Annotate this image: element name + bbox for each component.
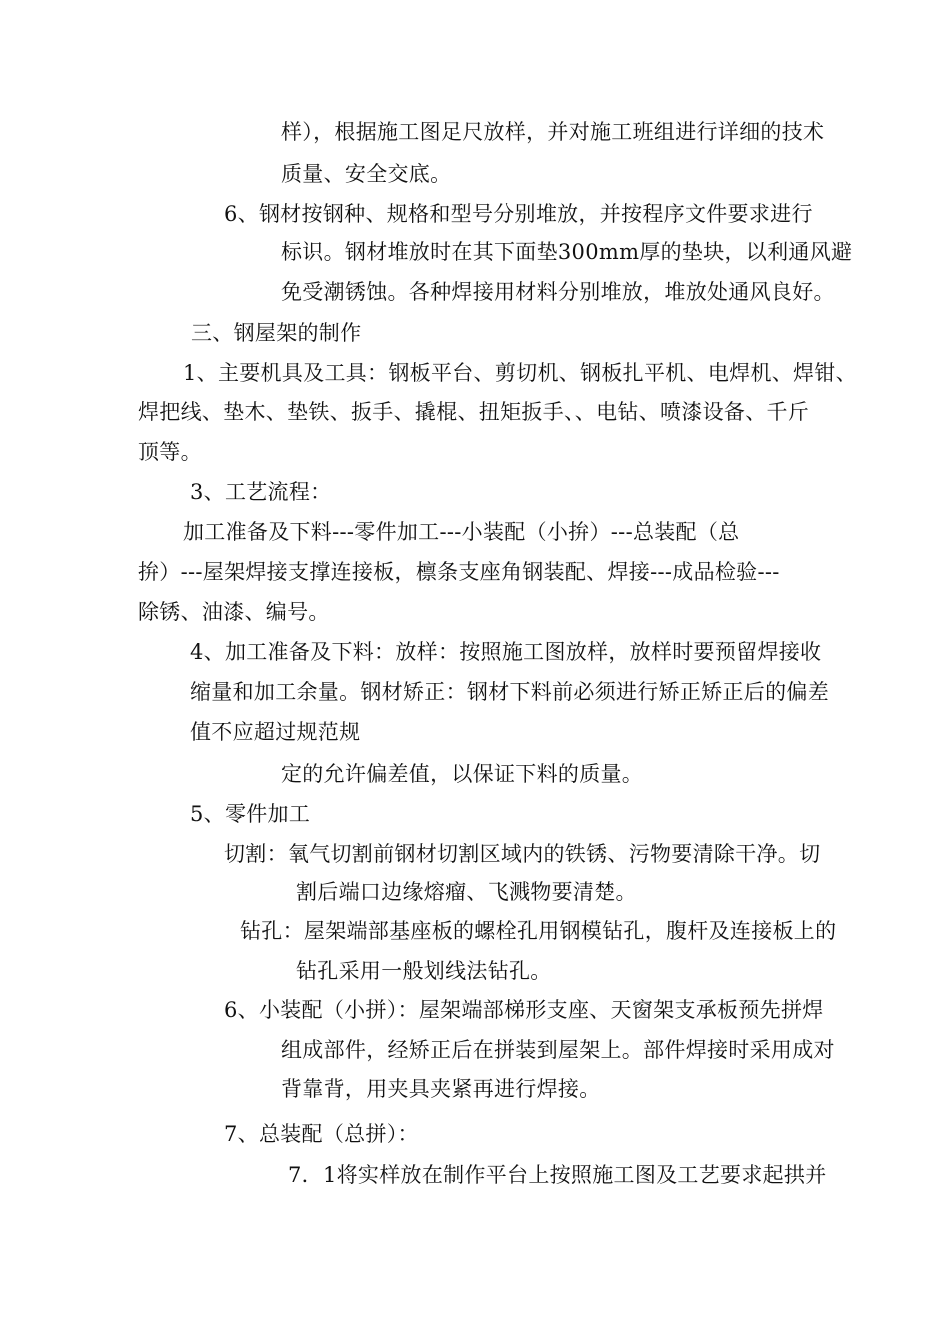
text-line: 除锈、油漆、编号。	[138, 600, 330, 624]
text-line: 1、主要机具及工具：钢板平台、剪切机、钢板扎平机、电焊机、焊钳、	[183, 361, 857, 385]
text-line: 7．1将实样放在制作平台上按照施工图及工艺要求起拱并	[288, 1163, 827, 1187]
text-line: 值不应超过规范规	[190, 720, 361, 744]
text-line: 质量、安全交底。	[281, 162, 452, 186]
text-line: 6、小装配（小拼）：屋架端部梯形支座、天窗架支承板预先拼焊	[224, 998, 824, 1022]
text-line: 焊把线、垫木、垫铁、扳手、撬棍、扭矩扳手、、电钻、喷漆设备、千斤	[138, 400, 810, 424]
text-line: 组成部件，经矫正后在拼装到屋架上。部件焊接时采用成对	[281, 1038, 835, 1062]
text-line: 顶等。	[138, 440, 202, 464]
text-line: 3、工艺流程：	[190, 480, 332, 504]
text-line: 加工准备及下料---零件加工---小装配（小拚）---总装配（总	[183, 520, 740, 544]
text-line: 标识。钢材堆放时在其下面垫300mm厚的垫块，以利通风避	[281, 240, 853, 264]
text-line: 免受潮锈蚀。各种焊接用材料分别堆放，堆放处通风良好。	[281, 280, 835, 304]
text-line: 4、加工准备及下料：放样：按照施工图放样，放样时要预留焊接收	[190, 640, 822, 664]
text-line: 6、钢材按钢种、规格和型号分别堆放，并按程序文件要求进行	[224, 202, 813, 226]
text-line: 背靠背，用夹具夹紧再进行焊接。	[281, 1077, 601, 1101]
text-line: 7、总装配（总拼）：	[224, 1122, 419, 1146]
text-line: 切割：氧气切割前钢材切割区域内的铁锈、污物要清除干净。切	[224, 842, 821, 866]
text-line: 割后端口边缘熔瘤、飞溅物要清楚。	[296, 880, 637, 904]
text-line: 定的允许偏差值，以保证下料的质量。	[281, 762, 644, 786]
text-line: 样），根据施工图足尺放样，并对施工班组进行详细的技术	[281, 120, 825, 144]
text-line: 钻孔采用一般划线法钻孔。	[296, 959, 552, 983]
text-line: 拚）---屋架焊接支撑连接板，檩条支座角钢装配、焊接---成品检验---	[138, 560, 780, 584]
section-heading: 三、钢屋架的制作	[191, 321, 362, 345]
text-line: 钻孔：屋架端部基座板的螺栓孔用钢模钻孔，腹杆及连接板上的	[240, 919, 837, 943]
text-line: 缩量和加工余量。钢材矫正：钢材下料前必须进行矫正矫正后的偏差	[190, 680, 829, 704]
text-line: 5、零件加工	[190, 802, 311, 826]
